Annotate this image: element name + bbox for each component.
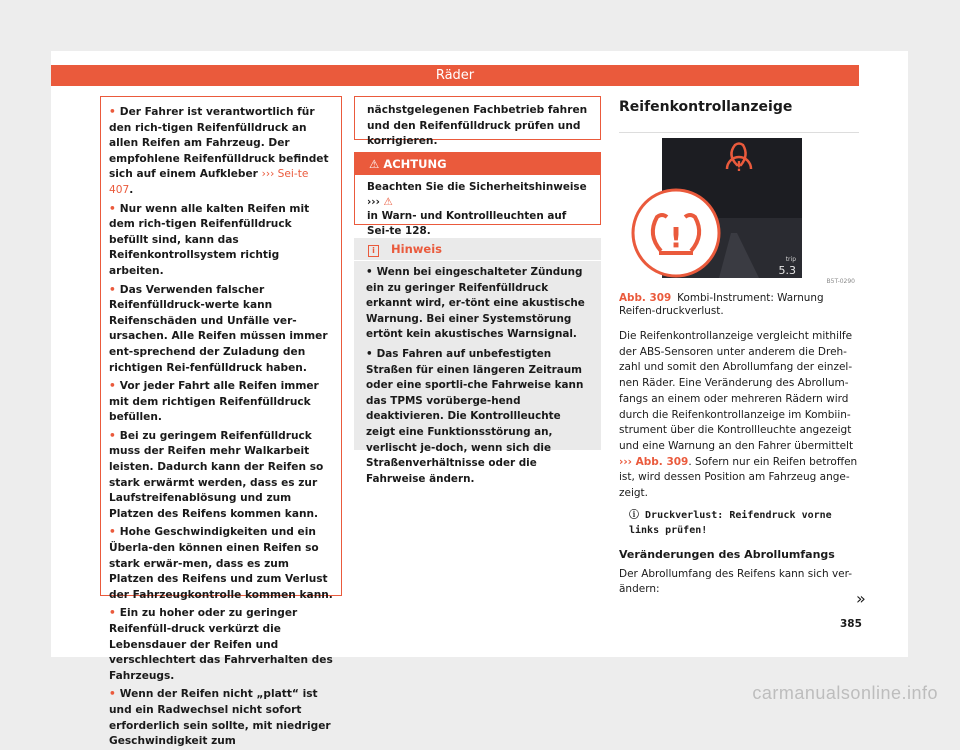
bullet-7: • Ein zu hoher oder zu geringer Reifenfüll-druck verkürzt die Lebensdauer der Reifen und verschlechtert das Fahrverhalten des Fahrzeugs. [109, 607, 333, 682]
figure-ref-link[interactable]: ››› Abb. 309 [619, 455, 689, 468]
bullet-2: • Nur wenn alle kalten Reifen mit dem rich-tigen Reifenfülldruck befüllt sind, kann das Reifenkontrollsystem richtig arbeiten. [109, 202, 310, 277]
bullet-5: • Bei zu geringem Reifenfülldruck muss der Reifen mehr Walkarbeit leisten. Dadurch kann der Reifen so stark erwärmt werden, dass es zur Laufstreifenablösung und zum Platzen des Reifens kommen kann. [109, 429, 324, 520]
warning-text: Beachten Sie die Sicherheitshinweise ››› ⚠ in Warn- und Kontrollleuchten auf Sei-te 128. [367, 181, 587, 237]
warning-header [355, 153, 600, 175]
hint-title: Hinweis [391, 242, 442, 256]
right-column [609, 96, 861, 616]
middle-column [354, 96, 601, 485]
page-ref-link[interactable]: ››› Sei-te 407 [109, 168, 309, 196]
hint-header [354, 238, 601, 261]
page-number: 385 [840, 618, 862, 630]
tire-pressure-icon-magnified [633, 190, 719, 276]
continue-mark: » [856, 589, 866, 608]
bullet-4: • Vor jeder Fahrt alle Reifen immer mit dem richtigen Reifenfülldruck befüllen. [109, 380, 319, 424]
warning-title: ACHTUNG [383, 157, 447, 171]
hint-item-1: • Wenn bei eingeschalteter Zündung ein zu geringer Reifenfülldruck erkannt wird, er-tönt eine akustische Warnung. Bei einer Systemstörung ertönt kein akustisches Warnsignal. [366, 266, 585, 341]
warning-triangle-icon: ⚠ [369, 157, 380, 171]
hint-item-2: • Das Fahren auf unbefestigten Straßen für einen längeren Zeitraum oder eine sportli-che Fahrweise kann das TPMS vorüberge-hend deaktivieren. Die Kontrollleuchte zeigt eine Funktionsstörung an, verlischt je-doch, wenn sich die Straßenverhältnisse oder die Fahrweise ändern. [366, 347, 584, 485]
svg-text:!: ! [736, 160, 742, 175]
bullet-3: • Das Verwenden falscher Reifenfülldruck-werte kann Reifenschäden und Unfälle ver-ursachen. Alle Reifen müssen immer ent-sprechend der Zuladung den richtigen Rei-fenfülldruck haben. [109, 283, 328, 374]
figure-caption: Abb. 309 Kombi-Instrument: Warnung Reifen-druckverlust. [619, 292, 824, 317]
section-title: Reifenkontrollanzeige [619, 99, 793, 115]
subheading: Veränderungen des Abrollumfangs [619, 547, 835, 561]
bullet-6: • Hohe Geschwindigkeiten und ein Überla-den können einen Reifen so stark erwär-men, dass es zum Platzen des Reifens und zum Verlust der Fahrzeugkontrolle kommen kann. [109, 526, 333, 601]
trip-label: trip [785, 256, 796, 263]
warning-triangle-icon: ⚠ [383, 195, 393, 208]
warning-box [354, 152, 601, 237]
brand-watermark: carmanualsonline.info [752, 683, 938, 703]
warning-circle-icon: ⓘ [629, 509, 646, 521]
display-message: ⓘ Druckverlust: Reifendruck vorne links prüfen! [629, 509, 832, 537]
figure-code: B5T-0290 [826, 278, 855, 285]
bullet-1: • Der Fahrer ist verantwortlich für den rich-tigen Reifenfülldruck an allen Reifen am Fahrzeug. Der empfohlene Reifenfülldruck befindet sich auf einem Aufkleber ››› Sei-te 407. [109, 106, 329, 196]
body-text [619, 329, 859, 604]
paragraph-2: Der Abrollumfang des Reifens kann sich ver-ändern: [619, 567, 853, 596]
warning-continuation-box [100, 96, 342, 748]
paragraph-1: Die Reifenkontrollanzeige vergleicht mithilfe der ABS-Sensoren unter anderem die Dreh-zahl und somit den Abrollumfang der einzel-nen Räder. Eine Veränderung des Abrollum-fangs an einem oder mehreren Rädern wird durch die Reifenkontrollanzeige im Kombiin-strument über die Kontrollleuchte angezeigt und eine Warnung an den Fahrer übermittelt ››› Abb. 309. Sofern nur ein Reifen betroffen ist, wird dessen Position am Fahrzeug ange-zeigt. [619, 330, 858, 500]
info-icon: i [368, 245, 379, 257]
instrument-cluster-figure [619, 132, 859, 286]
svg-text:!: ! [669, 221, 683, 254]
hint-box [354, 238, 601, 485]
section-header: Räder [51, 65, 859, 86]
trip-value: 5.3 [778, 264, 796, 277]
cluster-illustration [619, 133, 859, 286]
continuation-box: nächstgelegenen Fachbetrieb fahren und den Reifenfülldruck prüfen und korrigieren. [354, 96, 601, 140]
bullet-8: • Wenn der Reifen nicht „platt“ ist und ein Radwechsel nicht sofort erforderlich sein sollte, mit niedriger Geschwindigkeit zum [109, 688, 331, 748]
